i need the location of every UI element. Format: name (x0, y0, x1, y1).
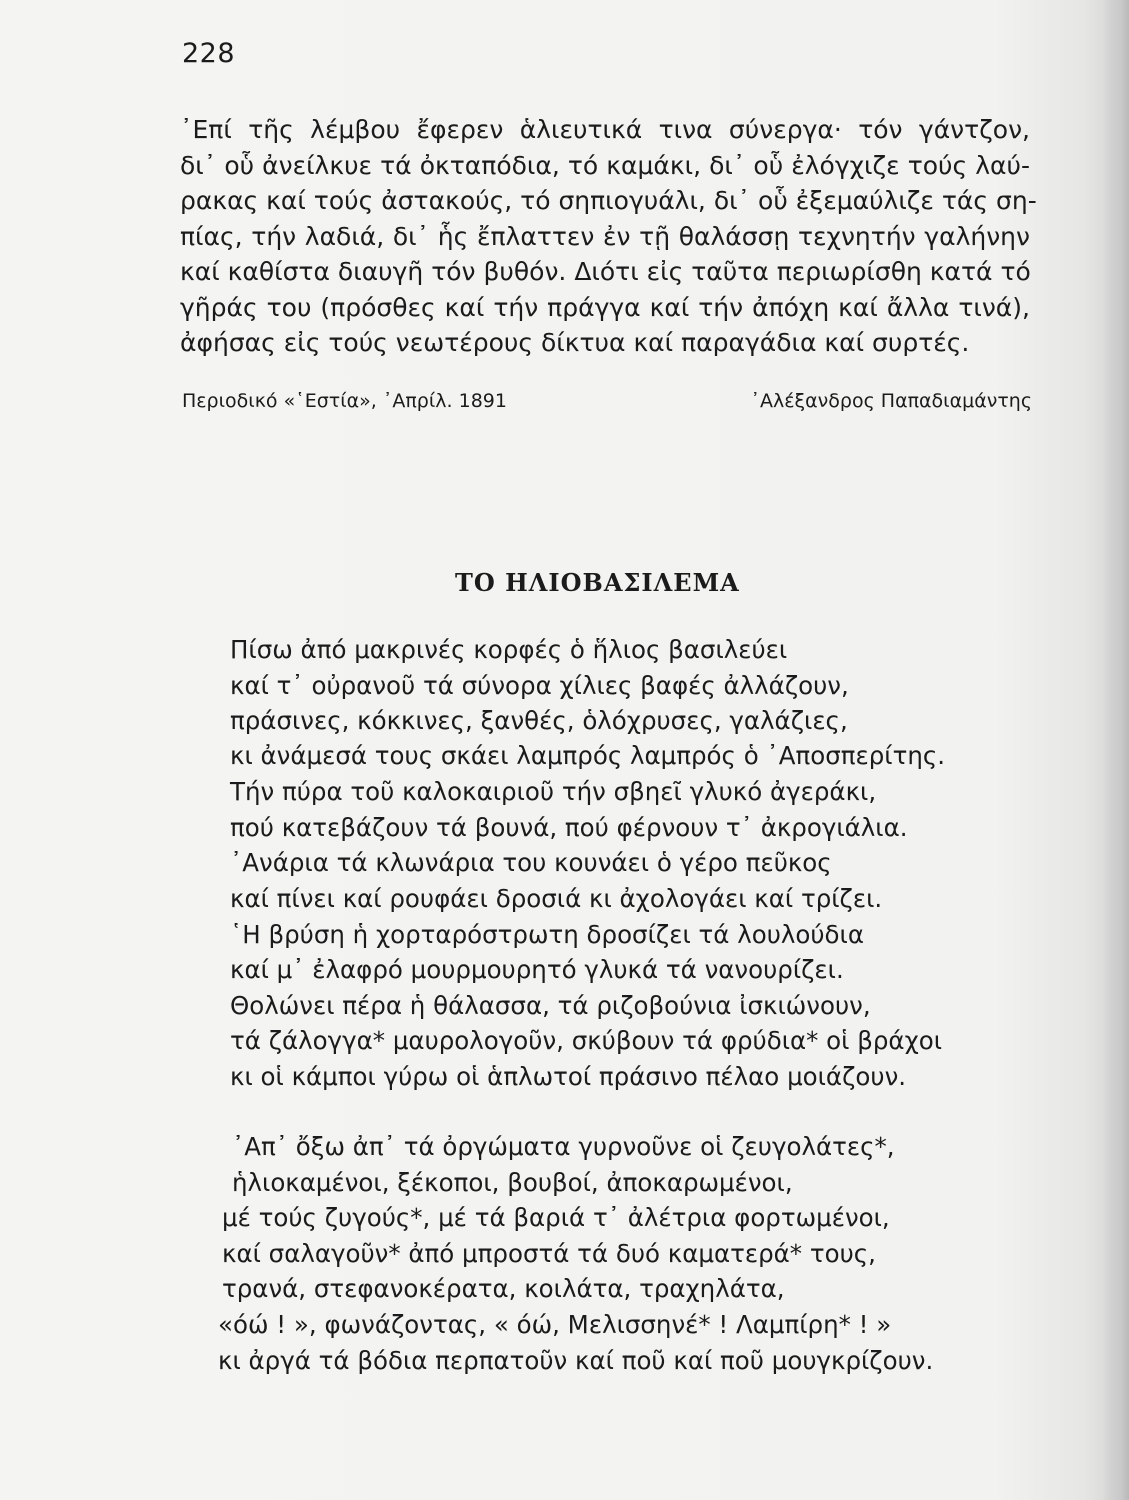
poem-line: Θολώνει πέρα ἡ θάλασσα, τά ριζοβούνια ἰσκιώνουν, (230, 991, 871, 1020)
prose-line: καί καθίστα διαυγῆ τόν βυθόν. Διότι εἰς ταῦτα περιωρίσθη κατά τό (180, 257, 1031, 286)
prose-line: δι᾿ οὗ ἀνείλκυε τά ὀκταπόδια, τό καμάκι, δι᾿ οὗ ἐλόγχιζε τούς λαύ- (180, 150, 1030, 180)
page-gutter-shadow (1103, 0, 1129, 1500)
prose-line: ἀφήσας εἰς τούς νεωτέρους δίκτυα καί παραγάδια καί συρτές. (180, 328, 970, 357)
poem-line: καί μ᾿ ἐλαφρό μουρμουρητό γλυκά τά νανουρίζει. (230, 955, 844, 984)
poem-line: πού κατεβάζουν τά βουνά, πού φέρνουν τ᾿ ἀκρογιάλια. (230, 813, 908, 842)
poem-line: καί τ᾿ οὐρανοῦ τά σύνορα χίλιες βαφές ἀλλάζουν, (230, 671, 849, 700)
prose-excerpt (180, 112, 1037, 361)
poem-line: ἡλιοκαμένοι, ξέκοποι, βουβοί, ἀποκαρωμένοι, (232, 1168, 793, 1197)
page-number: 228 (182, 38, 236, 69)
poem-line: κι ἀργά τά βόδια περπατοῦν καί ποῦ καί ποῦ μουγκρίζουν. (218, 1346, 934, 1375)
prose-line: ᾿Επί τῆς λέμβου ἔφερεν ἁλιευτικά τινα σύνεργα· τόν γάντζον, (180, 115, 1030, 144)
poem-line: ῾Η βρύση ἡ χορταρόστρωτη δροσίζει τά λουλούδια (230, 920, 864, 949)
prose-line: ρακας καί τούς ἀστακούς, τό σηπιογυάλι, δι᾿ οὗ ἐξεμαύλιζε τάς ση- (180, 186, 1037, 215)
poem-line: ᾿Απ᾿ ὄξω ἀπ᾿ τά ὀργώματα γυρνοῦνε οἱ ζευγολάτες*, (232, 1132, 895, 1161)
poem-line: μέ τούς ζυγούς*, μέ τά βαριά τ᾿ ἀλέτρια φορτωμένοι, (222, 1203, 890, 1232)
poem-line: πράσινες, κόκκινες, ξανθές, ὁλόχρυσες, γαλάζιες, (230, 706, 848, 735)
poem-line: Τήν πύρα τοῦ καλοκαιριοῦ τήν σβηεῖ γλυκό ἀγεράκι, (230, 777, 877, 806)
poem-line: «όώ ! », φωνάζοντας, « όώ, Μελισσηνέ* ! Λαμπίρη* ! » (218, 1310, 892, 1339)
poem-line: κι ἀνάμεσά τους σκάει λαμπρός λαμπρός ὁ ᾿Αποσπερίτης. (230, 741, 946, 770)
source-periodical: Περιοδικό «῾Εστία», ᾿Απρίλ. 1891 (182, 390, 507, 412)
prose-line: πίας, τήν λαδιά, δι᾿ ἧς ἔπλαττεν ἐν τῇ θαλάσσῃ τεχνητήν γαλήνην (180, 221, 1030, 251)
source-citation (182, 390, 1032, 412)
poem-title: ΤΟ ΗΛΙΟΒΑΣΙΛΕΜΑ (455, 568, 740, 597)
source-author: ᾿Αλέξανδρος Παπαδιαμάντης (750, 390, 1032, 412)
poem-line: καί σαλαγοῦν* ἀπό μπροστά τά δυό καματερά* τους, (222, 1239, 876, 1268)
poem-line: Πίσω ἀπό μακρινές κορφές ὁ ἥλιος βασιλεύει (230, 635, 788, 664)
poem-line: τά ζάλογγα* μαυρολογοῦν, σκύβουν τά φρύδια* οἱ βράχοι (230, 1026, 943, 1055)
poem-line: κι οἱ κάμποι γύρω οἱ ἁπλωτοί πράσινο πέλαο μοιάζουν. (230, 1062, 907, 1091)
poem-line: ᾿Ανάρια τά κλωνάρια του κουνάει ὁ γέρο πεῦκος (230, 848, 832, 877)
poem-line: καί πίνει καί ρουφάει δροσιά κι ἀχολογάει καί τρίζει. (230, 884, 883, 913)
prose-line: γῆράς του (πρόσθες καί τήν πράγγα καί τήν ἀπόχη καί ἄλλα τινά), (180, 292, 1030, 322)
poem-line: τρανά, στεφανοκέρατα, κοιλάτα, τραχηλάτα, (222, 1274, 785, 1303)
